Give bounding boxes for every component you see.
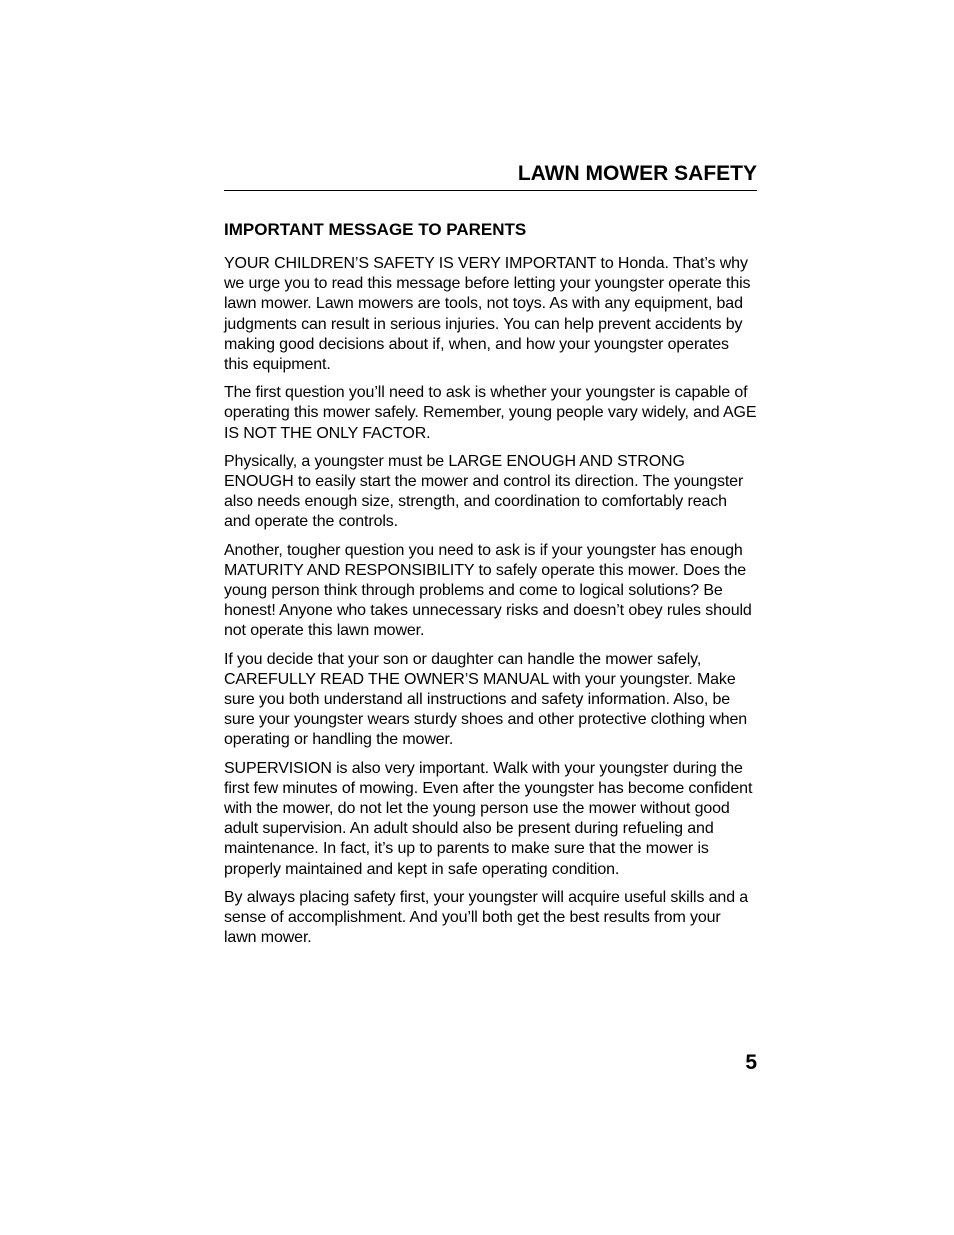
section-title: LAWN MOWER SAFETY [517, 162, 757, 185]
paragraph: Physically, a youngster must be LARGE ENOUGH AND STRONG ENOUGH to easily start the mower and control its direction. The youngster also needs enough size, strength, and coordination to comfortably reach and operate the controls. [224, 452, 744, 531]
paragraph: By always placing safety first, your youngster will acquire useful skills and a sense of accomplishment. And you’ll both get the best results from your lawn mower. [224, 888, 749, 947]
paragraph: SUPERVISION is also very important. Walk with your youngster during the first few minutes of mowing. Even after the youngster has become confident with the mower, do not let the young person use the mower without good adult supervision. An adult should also be present during refueling and maintenance. In fact, it’s up to parents to make sure that the mower is properly maintained and kept in safe operating condition. [224, 759, 753, 878]
paragraph: YOUR CHILDREN’S SAFETY IS VERY IMPORTANT to Honda. That’s why we urge you to read this message before letting your youngster operate this lawn mower. Lawn mowers are tools, not toys. As with any equipment, bad judgments can result in serious injuries. You can help prevent accidents by making good decisions about if, when, and how your youngster operates this equipment. [224, 255, 751, 374]
subheading: IMPORTANT MESSAGE TO PARENTS [224, 220, 527, 239]
body-text [224, 254, 757, 957]
paragraph: The first question you’ll need to ask is whether your youngster is capable of operating this mower safely. Remember, young people vary widely, and AGE IS NOT THE ONLY FACTOR. [224, 384, 757, 442]
manual-page [224, 0, 757, 1235]
paragraph: If you decide that your son or daughter can handle the mower safely, CAREFULLY READ THE OWNER’S MANUAL with your youngster. Make sure you both understand all instructions and safety information. Also, be sure your youngster wears sturdy shoes and other protective clothing when operating or handling the mower. [224, 650, 748, 749]
page-number: 5 [745, 1051, 757, 1074]
header-divider [224, 190, 757, 191]
paragraph: Another, tougher question you need to ask is if your youngster has enough MATURITY AND RESPONSIBILITY to safely operate this mower. Does the young person think through problems and come to logical solutions? Be honest! Anyone who takes unnecessary risks and doesn’t obey rules should not operate this lawn mower. [224, 541, 752, 640]
